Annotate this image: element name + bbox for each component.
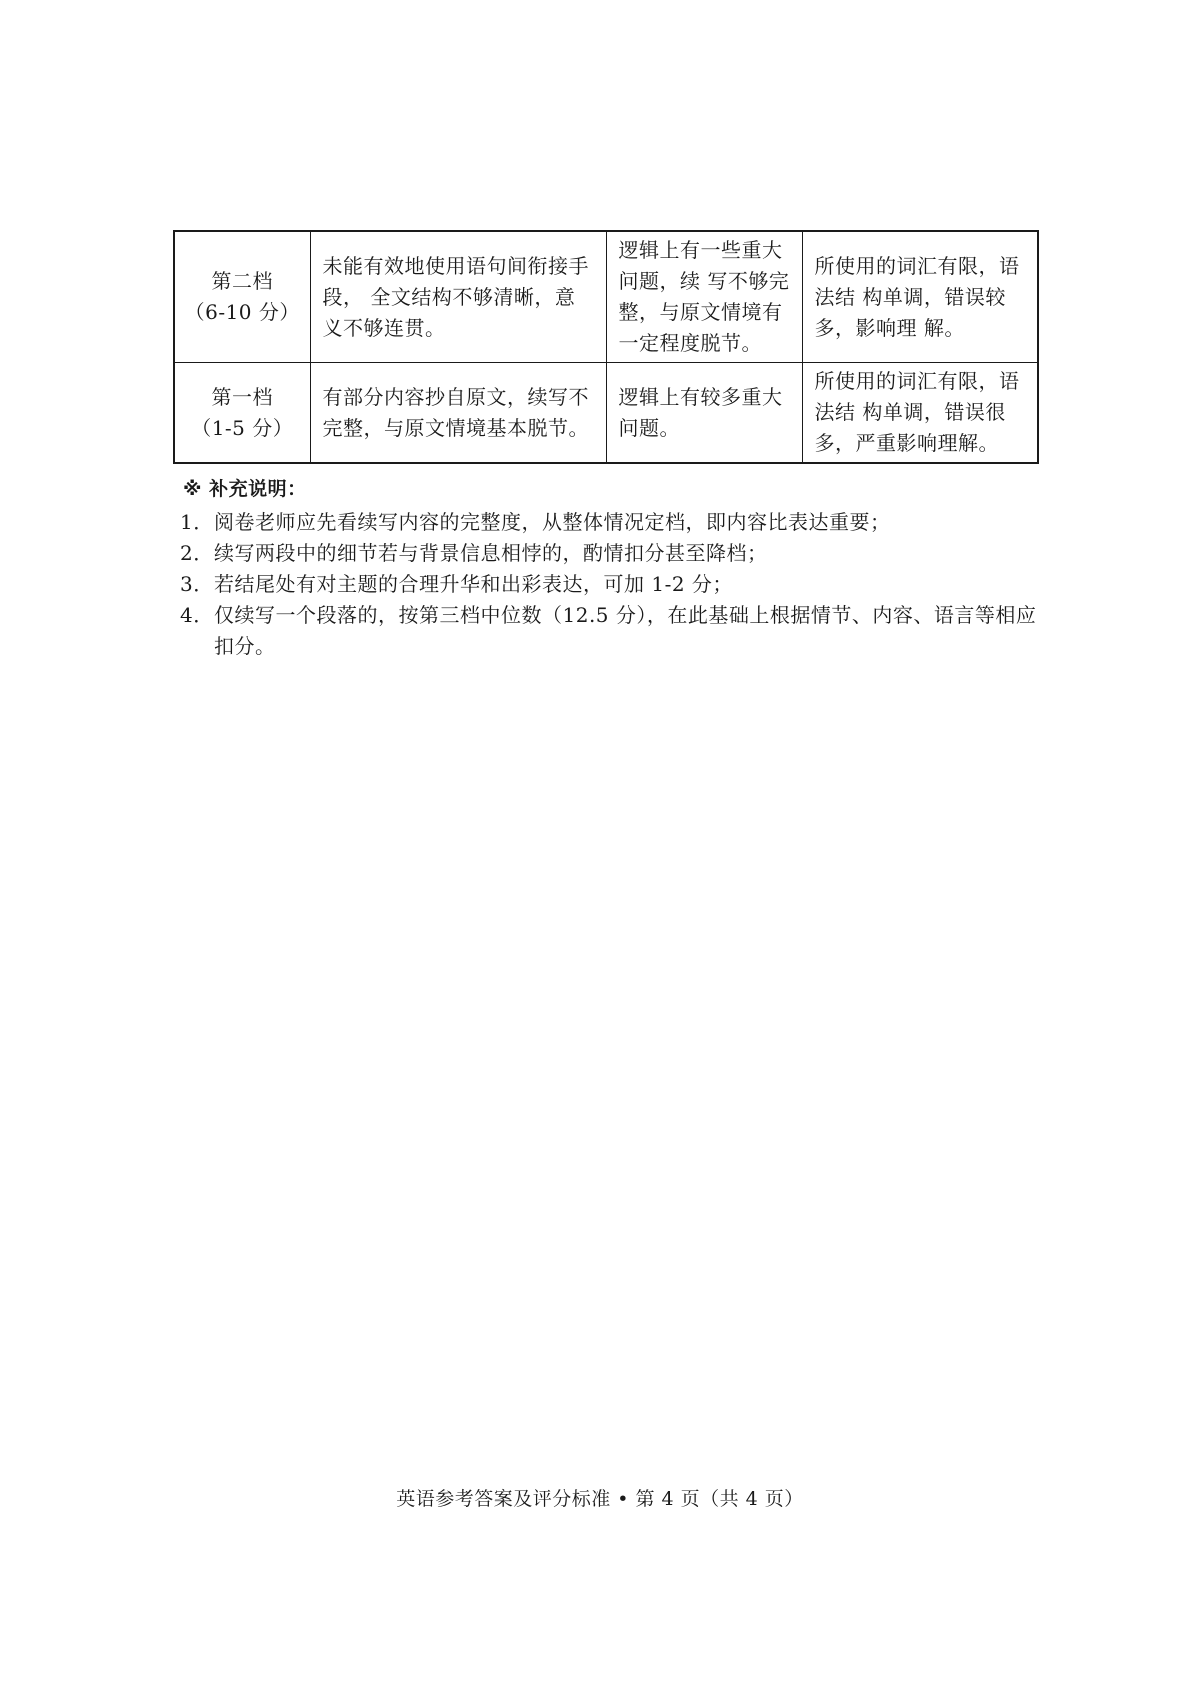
rubric-row-level-1 xyxy=(174,363,1038,464)
note-text: 仅续写一个段落的，按第三档中位数（12.5 分），在此基础上根据情节、内容、语言等相应扣分。 xyxy=(214,603,1037,658)
note-number: 3． xyxy=(180,572,214,596)
level-score-range: （6-10 分） xyxy=(184,300,300,324)
note-item xyxy=(180,538,1040,569)
note-number: 1． xyxy=(180,510,214,534)
note-item xyxy=(180,600,1040,662)
structure-criteria-cell: 有部分内容抄自原文，续写不完整，与原文情境基本脱节。 xyxy=(310,363,606,464)
note-text: 阅卷老师应先看续写内容的完整度，从整体情况定档，即内容比表达重要； xyxy=(214,510,891,534)
note-text: 若结尾处有对主题的合理升华和出彩表达，可加 1-2 分； xyxy=(214,572,733,596)
logic-criteria-cell: 逻辑上有一些重大问题，续 写不够完整，与原文情境有一定程度脱节。 xyxy=(606,231,802,363)
logic-criteria-cell: 逻辑上有较多重大问题。 xyxy=(606,363,802,464)
scoring-rubric-table xyxy=(173,230,1039,464)
level-name: 第一档 xyxy=(211,384,273,409)
note-number: 4． xyxy=(180,603,214,627)
level-name: 第二档 xyxy=(211,269,273,293)
rubric-row-level-2 xyxy=(174,231,1038,363)
page-footer: 英语参考答案及评分标准 • 第 4 页（共 4 页） xyxy=(396,1488,804,1510)
level-cell xyxy=(174,363,310,464)
supplementary-notes xyxy=(180,474,1040,662)
notes-heading: ※ 补充说明： xyxy=(183,478,307,500)
note-text: 续写两段中的细节若与背景信息相悖的，酌情扣分甚至降档； xyxy=(214,541,768,565)
note-number: 2． xyxy=(180,541,214,565)
language-criteria-cell: 所使用的词汇有限，语法结 构单调，错误很多，严重影响理解。 xyxy=(802,363,1038,464)
level-cell xyxy=(174,231,310,363)
structure-criteria-cell: 未能有效地使用语句间衔接手段， 全文结构不够清晰，意义不够连贯。 xyxy=(310,231,606,363)
note-item xyxy=(180,507,1040,538)
level-score-range: （1-5 分） xyxy=(191,415,294,440)
note-item xyxy=(180,569,1040,600)
language-criteria-cell: 所使用的词汇有限，语法结 构单调，错误较多，影响理 解。 xyxy=(802,231,1038,363)
